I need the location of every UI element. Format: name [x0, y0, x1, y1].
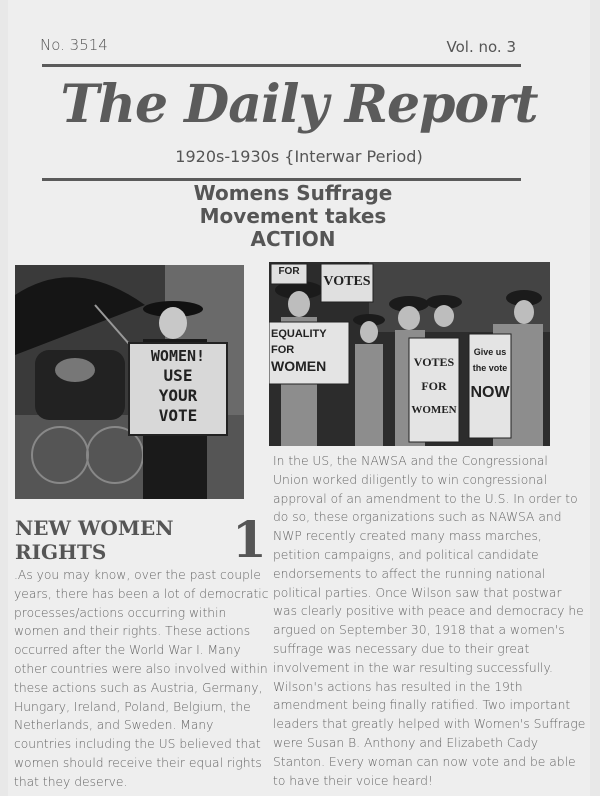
sign-for: FOR	[278, 266, 300, 277]
volume-number: Vol. no. 3	[446, 38, 516, 56]
headline-line-1: Womens Suffrage	[193, 181, 393, 205]
headline-line-2: Movement takes	[199, 204, 387, 228]
main-headline	[128, 182, 458, 251]
article-left-column: .As you may know, over the past couple years, there has been a lot of democratic processes/actions occurring within women and their rights. These actions occurred after the World War I. Many other countries were also involved within these actions such as Austria, Germany, Hungary, Ireland, Poland, Belgium, the Netherlands, and Sweden. Many countries including the US believed that women should receive their equal rights that they deserve.	[14, 568, 269, 789]
issue-number: No. 3514	[40, 36, 108, 54]
sign-equality-for-women: EQUALITY FOR WOMEN	[271, 328, 327, 374]
article-right-column: In the US, the NAWSA and the Congressional Union worked diligently to win congressional approval of an amendment to the U.S. In order to do so, these organizations such as NAWSA and NWP recently created many mass marches, petition campaigns, and political candidate endorsements to affect the running national political parties. Once Wilson saw that postwar was clearly positive with peace and democracy he argued on September 30, 1918 that a women's suffrage was necessary due to their great involvement in the war resulting successfully. Wilson's actions has resulted in the 19th amendment being finally ratified. Two important leaders that greatly helped with Women's Suffrage were Susan B. Anthony and Elizabeth Cady Stanton. Every woman can now vote and be able to have their voice heard!	[273, 454, 586, 788]
sign-give-us-the-vote: Give us the vote NOW	[470, 347, 510, 401]
section-number: 1	[232, 510, 267, 569]
suffragette-photo-right	[269, 262, 550, 446]
newspaper-page	[8, 0, 590, 796]
top-rule	[42, 64, 521, 67]
sign-votes: VOTES	[323, 274, 371, 289]
suffragette-photo-left	[15, 265, 244, 499]
headline-line-3: ACTION	[250, 227, 336, 251]
use-your-vote-sign: WOMEN! USE YOUR VOTE	[150, 347, 206, 425]
sign-votes-for-women: VOTES FOR WOMEN	[411, 355, 457, 416]
era-subtitle: 1920s-1930s {Interwar Period)	[175, 147, 423, 166]
masthead-title: The Daily Report	[60, 74, 538, 135]
section-title: NEW WOMEN RIGHTS	[15, 516, 174, 564]
